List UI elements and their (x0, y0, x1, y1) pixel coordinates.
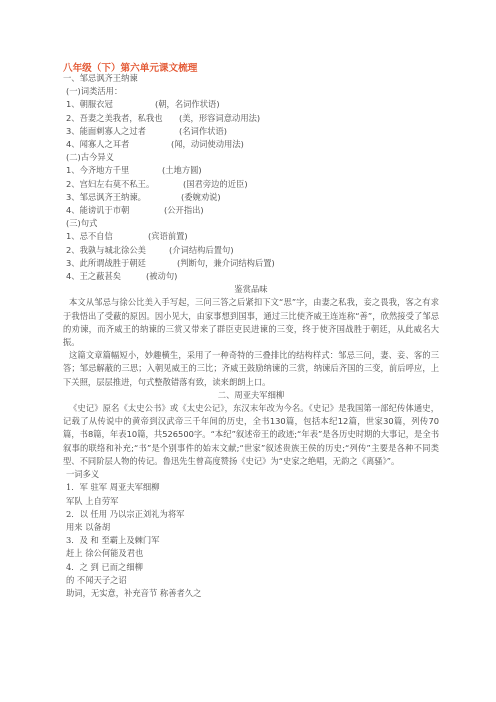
list-item (63, 191, 439, 204)
term: 2、我孰与城北徐公美 (66, 244, 146, 255)
term: 1、朝服衣冠 (66, 99, 113, 110)
list-item (63, 125, 439, 138)
paragraph: 《史记》原名《太史公书》或《太史公记》，东汉末年改为今名。《史记》是我国第一部纪传体通史，记载了从传说中的黄帝到汉武帝三千年间的历史，全书130篇，包括本纪12篇，世家30篇，列传70篇，书8篇，年表10篇，共526500字。“本纪”叙述帝王的政迹;“年表”是各历史时期的大事记，是全书叙事的联络和补充;“书”是个别事件的始末文献;“世家”叙述贵族王侯的历史;“列传”主要是各种不同类型、不同阶层人物的传记。鲁迅先生曾高度赞扬《史记》为“史家之绝唱，无韵之《离骚》”。 (63, 403, 439, 466)
list-item (63, 204, 439, 217)
appreciation-heading: 鉴赏品味 (234, 284, 268, 295)
note: (公开指出) (164, 205, 204, 216)
term: 1、今齐地方千里 (66, 165, 130, 176)
term: 2、宫妇左右莫不私王。 (66, 178, 155, 189)
note: (委婉劝说) (181, 191, 221, 202)
list-item (63, 257, 439, 270)
list-item: 1．军 驻军 周亚夫军细柳 (66, 482, 160, 493)
list-item: 2．以 任用 乃以宗正刘礼为将军 (66, 508, 185, 519)
list-item: 的 不闻天子之诏 (66, 574, 127, 585)
term: 2、吾妻之美我者，私我也 (66, 112, 163, 123)
list-item (63, 244, 439, 257)
list-item (63, 138, 439, 151)
list-item (63, 230, 439, 243)
note: (美，形容词意动用法) (179, 112, 261, 123)
note: (闻，动词使动用法) (171, 139, 244, 150)
section1-heading: 一、邹忌讽齐王纳谏 (63, 73, 138, 83)
page-title: 八年级（下）第六单元课文梳理 (63, 63, 198, 74)
list-item: 助词，无实意，补充音节 称善者久之 (66, 587, 202, 598)
note: (判断句，兼介词结构后置) (177, 257, 275, 268)
term: 1、忌不自信 (66, 231, 113, 242)
term: 4、王之蔽甚矣 (66, 271, 122, 282)
list-item: 3．及 和 至霸上及棘门军 (66, 535, 160, 546)
list-item (63, 270, 439, 283)
list-item: 军队 上自劳军 (66, 495, 119, 506)
list-item: 赶上 徐公何能及君也 (66, 548, 144, 559)
term: 4、能谤讥于市朝 (66, 205, 130, 216)
list-item: 用来 以备胡 (66, 521, 111, 532)
sub-heading-sentence: (三)句式 (66, 218, 98, 229)
section2-heading: 二、周亚夫军细柳 (217, 389, 285, 400)
term: 3、此所谓战胜于朝廷 (66, 257, 146, 268)
sub-heading-word-class: (一)词类活用： (66, 86, 123, 97)
note: (介词结构后置句) (169, 244, 234, 255)
paragraph: 本文从邹忌与徐公比美入手写起，三问三答之后紧扣下文“思”字，由妻之私我，妾之畏我，客之有求于我悟出了受蔽的原因。因小见大，由家事想到国事，通过三比使齐威王连连称“善”，欣然接受了邹忌的劝谏，而齐威王的纳谏的三赏又带来了群臣吏民进谏的三变，终于使齐国战胜于朝廷，从此威名大振。 (63, 297, 439, 348)
note: (被动句) (146, 271, 178, 282)
list-item (63, 98, 439, 111)
note: (名词作状语) (179, 125, 227, 136)
paragraph: 这篇文章篇幅短小，妙趣横生，采用了一种奇特的三叠排比的结构样式：邹忌三问，妻、妾、客的三答；邹忌解蔽的三思；入朝见威王的三比；齐威王鼓励纳谏的三赏，纳谏后齐国的三变，前后呼应，上下关照，层层推进，句式整散错落有致，读来朗朗上口。 (63, 350, 439, 387)
list-item: 4．之 到 已而之细柳 (66, 561, 143, 572)
list-item (63, 164, 439, 177)
list-item (63, 112, 439, 125)
note: (朝，名词作状语) (155, 99, 220, 110)
note: (土地方圆) (162, 165, 202, 176)
sub-heading-polysemy: 一词多义 (66, 469, 100, 480)
document-body (63, 72, 439, 600)
list-item (63, 178, 439, 191)
note: (宾语前置) (148, 231, 188, 242)
term: 3、能面刺寡人之过者 (66, 125, 146, 136)
note: (国君旁边的近臣) (183, 178, 248, 189)
term: 4、闻寡人之耳者 (66, 139, 130, 150)
term: 3、邹忌讽齐王纳谏。 (66, 191, 146, 202)
sub-heading-ancient-modern: (二)古今异义 (66, 152, 114, 163)
